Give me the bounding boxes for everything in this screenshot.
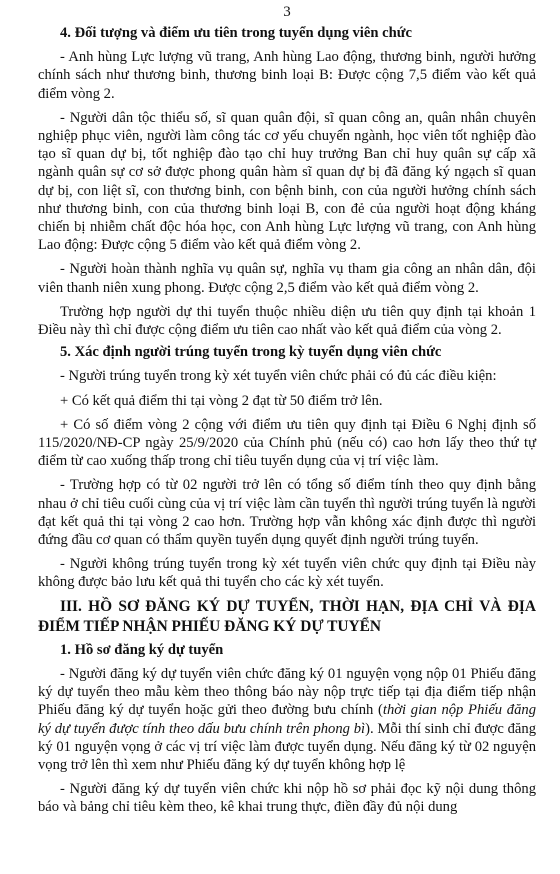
section-4-paragraph-2: - Người dân tộc thiểu số, sĩ quan quân đội, sĩ quan công an, quân nhân chuyên nghiệp phục viên, người làm công tác cơ yếu chuyển ngành, học viên tốt nghiệp đào tạo sĩ quan dự bị, tốt nghiệp đào tạo chỉ huy trưởng Ban chỉ huy quân sự cấp xã ngành quân sự cơ sở được phong quân hàm sĩ quan dự bị đã đăng ký ngạch sĩ quan dự bị, con liệt sĩ, con thương binh, con bệnh binh, con của người hưởng chính sách như thương binh, con của thương binh loại B, con đẻ của người hoạt động kháng chiến bị nhiễm chất độc hóa học, con Anh hùng Lực lượng vũ trang, con Anh hùng Lao động: Được cộng 5 điểm vào kết quả điểm vòng 2. — [38, 109, 536, 254]
section-5-paragraph-3: + Có số điểm vòng 2 cộng với điểm ưu tiên quy định tại Điều 6 Nghị định số 115/2020/NĐ-CP ngày 25/9/2020 của Chính phủ (nếu có) cao hơn lấy theo thứ tự điểm từ cao xuống thấp trong chỉ tiêu tuyển dụng của vị trí việc làm. — [38, 416, 536, 470]
section-c1-paragraph-2: - Người đăng ký dự tuyển viên chức khi nộp hồ sơ phải đọc kỹ nội dung thông báo và bảng chỉ tiêu kèm theo, kê khai trung thực, điền đầy đủ nội dung — [38, 781, 536, 816]
section-5-paragraph-1: - Người trúng tuyển trong kỳ xét tuyển viên chức phải có đủ các điều kiện: — [60, 368, 497, 385]
paragraph-text: ). Mỗi thí sinh chỉ được đăng ký 01 nguyện vọng ở các vị trí việc làm được tuyển dụng. Nếu đăng ký từ 02 nguyện vọng trở lên thì xem như Phiếu đăng ký dự tuyển không hợp lệ — [38, 720, 536, 773]
section-4-paragraph-4: Trường hợp người dự thi tuyển thuộc nhiều diện ưu tiên quy định tại khoản 1 Điều này thì chỉ được cộng điểm ưu tiên cao nhất vào kết quả điểm của vòng 2. — [38, 303, 536, 339]
section-4-heading: 4. Đối tượng và điểm ưu tiên trong tuyển dụng viên chức — [60, 25, 412, 41]
section-c1-heading: 1. Hồ sơ đăng ký dự tuyển — [60, 641, 224, 658]
italic-note: thời gian nộp Phiếu đăng ký dự tuyển được tính theo dấu bưu chính trên phong bì — [38, 702, 536, 737]
section-c1-paragraph-1 — [38, 665, 536, 774]
section-5-paragraph-2: + Có kết quả điểm thi tại vòng 2 đạt từ 50 điểm trở lên. — [60, 392, 383, 409]
section-4-paragraph-1: - Anh hùng Lực lượng vũ trang, Anh hùng Lao động, thương binh, người hưởng chính sách như thương binh, thương binh loại B: Được cộng 7,5 điểm vào kết quả điểm vòng 2. — [38, 49, 536, 102]
section-5-heading: 5. Xác định người trúng tuyển trong kỳ tuyển dụng viên chức — [60, 344, 442, 361]
page-number: 3 — [283, 4, 291, 20]
section-5-paragraph-4: - Trường hợp có từ 02 người trở lên có tổng số điểm tính theo quy định bằng nhau ở chỉ tiêu cuối cùng của vị trí việc làm cần tuyển thì người trúng tuyển là người đạt kết quả thi tại vòng 2 cao hơn. Trường hợp vẫn không xác định được thì người đứng đầu cơ quan có thẩm quyền tuyển dụng quyết định người trúng tuyển. — [38, 477, 536, 549]
section-5-paragraph-5: - Người không trúng tuyển trong kỳ xét tuyển viên chức quy định tại Điều này không được bảo lưu kết quả thi tuyển cho các kỳ xét tuyển. — [38, 556, 536, 591]
section-4-paragraph-3: - Người hoàn thành nghĩa vụ quân sự, nghĩa vụ tham gia công an nhân dân, đội viên thanh niên xung phong. Được cộng 2,5 điểm vào kết quả điểm vòng 2. — [38, 261, 536, 296]
paragraph-text: - Người đăng ký dự tuyển viên chức đăng ký 01 nguyện vọng nộp 01 Phiếu đăng ký dự tuyển theo mẫu kèm theo thông báo này nộp trực tiếp tại địa điểm tiếp nhận Phiếu đăng ký dự tuyển hoặc gửi theo đường bưu chính ( — [38, 665, 536, 719]
chapter-3-heading: III. HỒ SƠ ĐĂNG KÝ DỰ TUYỂN, THỜI HẠN, ĐỊA CHỈ VÀ ĐỊA ĐIỂM TIẾP NHẬN PHIẾU ĐĂNG KÝ DỰ TUYỂN — [38, 597, 536, 635]
